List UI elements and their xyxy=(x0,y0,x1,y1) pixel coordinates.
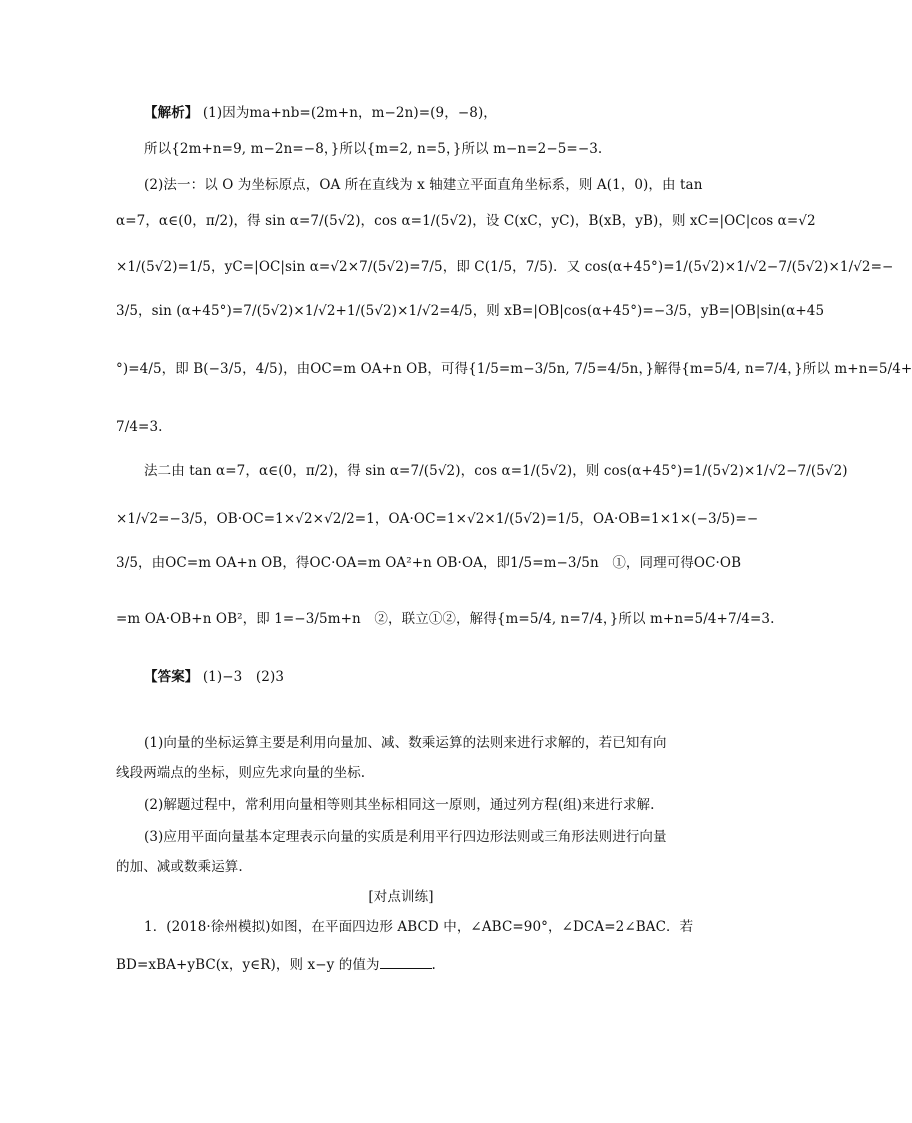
method2-line-1: 法二由 tan α=7，α∈(0，π/2)，得 sin α=7/(5√2)，cos α=1/(5√2)，则 cos(α+45°)=1/(5√2)×1/√2−7/(5√2) xyxy=(144,463,848,479)
question-1-end: . xyxy=(431,957,436,973)
note-2: (2)解题过程中，常利用向量相等则其坐标相同这一原则，通过列方程(组)来进行求解. xyxy=(144,797,655,813)
note-1-line-1: (1)向量的坐标运算主要是利用向量加、减、数乘运算的法则来进行求解的，若已知有向 xyxy=(144,735,667,751)
solution-line xyxy=(144,104,714,122)
answer-text: (1)−3 (2)3 xyxy=(202,669,285,685)
question-1-text: BD=xBA+yBC(x，y∈R)，则 x−y 的值为 xyxy=(116,957,380,973)
answer-label: 【答案】 xyxy=(144,669,199,685)
part1-system-line: 所以{2m+n=9, m−2n=−8，}所以{m=2, n=5，}所以 m−n=2−5=−3. xyxy=(144,141,603,157)
method1-line-2: α=7，α∈(0，π/2)，得 sin α=7/(5√2)，cos α=1/(5√2)，设 C(xC，yC)，B(xB，yB)，则 xC=|OC|cos α=√2 xyxy=(116,213,816,229)
note-3-line-1: (3)应用平面向量基本定理表示向量的实质是利用平行四边形法则或三角形法则进行向量 xyxy=(144,829,667,845)
method1-line-4: 3/5，sin (α+45°)=7/(5√2)×1/√2+1/(5√2)×1/√2=4/5，则 xB=|OB|cos(α+45°)=−3/5，yB=|OB|sin(α+45 xyxy=(116,303,825,319)
note-1-line-2: 线段两端点的坐标，则应先求向量的坐标. xyxy=(116,765,366,781)
method2-line-3: 3/5，由OC=m OA+n OB，得OC·OA=m OA²+n OB·OA，即1/5=m−3/5n ①，同理可得OC·OB xyxy=(116,555,742,571)
method1-line-3: ×1/(5√2)=1/5，yC=|OC|sin α=√2×7/(5√2)=7/5，即 C(1/5，7/5)．又 cos(α+45°)=1/(5√2)×1/√2−7/(5√2)×1/√2=− xyxy=(116,259,894,275)
note-3-line-2: 的加、减或数乘运算. xyxy=(116,859,243,875)
solution-label: 【解析】 xyxy=(144,105,199,121)
method1-line-1: (2)法一：以 O 为坐标原点，OA 所在直线为 x 轴建立平面直角坐标系，则 A(1，0)，由 tan xyxy=(144,177,703,193)
method2-line-2: ×1/√2=−3/5，OB·OC=1×√2×√2/2=1，OA·OC=1×√2×1/(5√2)=1/5，OA·OB=1×1×(−3/5)=− xyxy=(116,511,759,527)
method1-line-5: °)=4/5，即 B(−3/5，4/5)，由OC=m OA+n OB，可得{1/5=m−3/5n, 7/5=4/5n，}解得{m=5/4, n=7/4，}所以 m+n=5/4+ xyxy=(116,361,912,377)
method1-line-6: 7/4=3. xyxy=(116,419,163,435)
answer-blank xyxy=(380,956,432,969)
answer-line xyxy=(144,668,714,686)
method2-line-4: =m OA·OB+n OB²，即 1=−3/5m+n ②，联立①②，解得{m=5/4, n=7/4，}所以 m+n=5/4+7/4=3. xyxy=(116,611,775,627)
question-1-line-1: 1．(2018·徐州模拟)如图，在平面四边形 ABCD 中，∠ABC=90°，∠DCA=2∠BAC．若 xyxy=(144,919,694,935)
training-heading: [对点训练] xyxy=(368,889,434,905)
part1-text: (1)因为ma+nb=(2m+n，m−2n)=(9，−8)， xyxy=(202,105,497,121)
question-1-line-2 xyxy=(116,956,686,974)
